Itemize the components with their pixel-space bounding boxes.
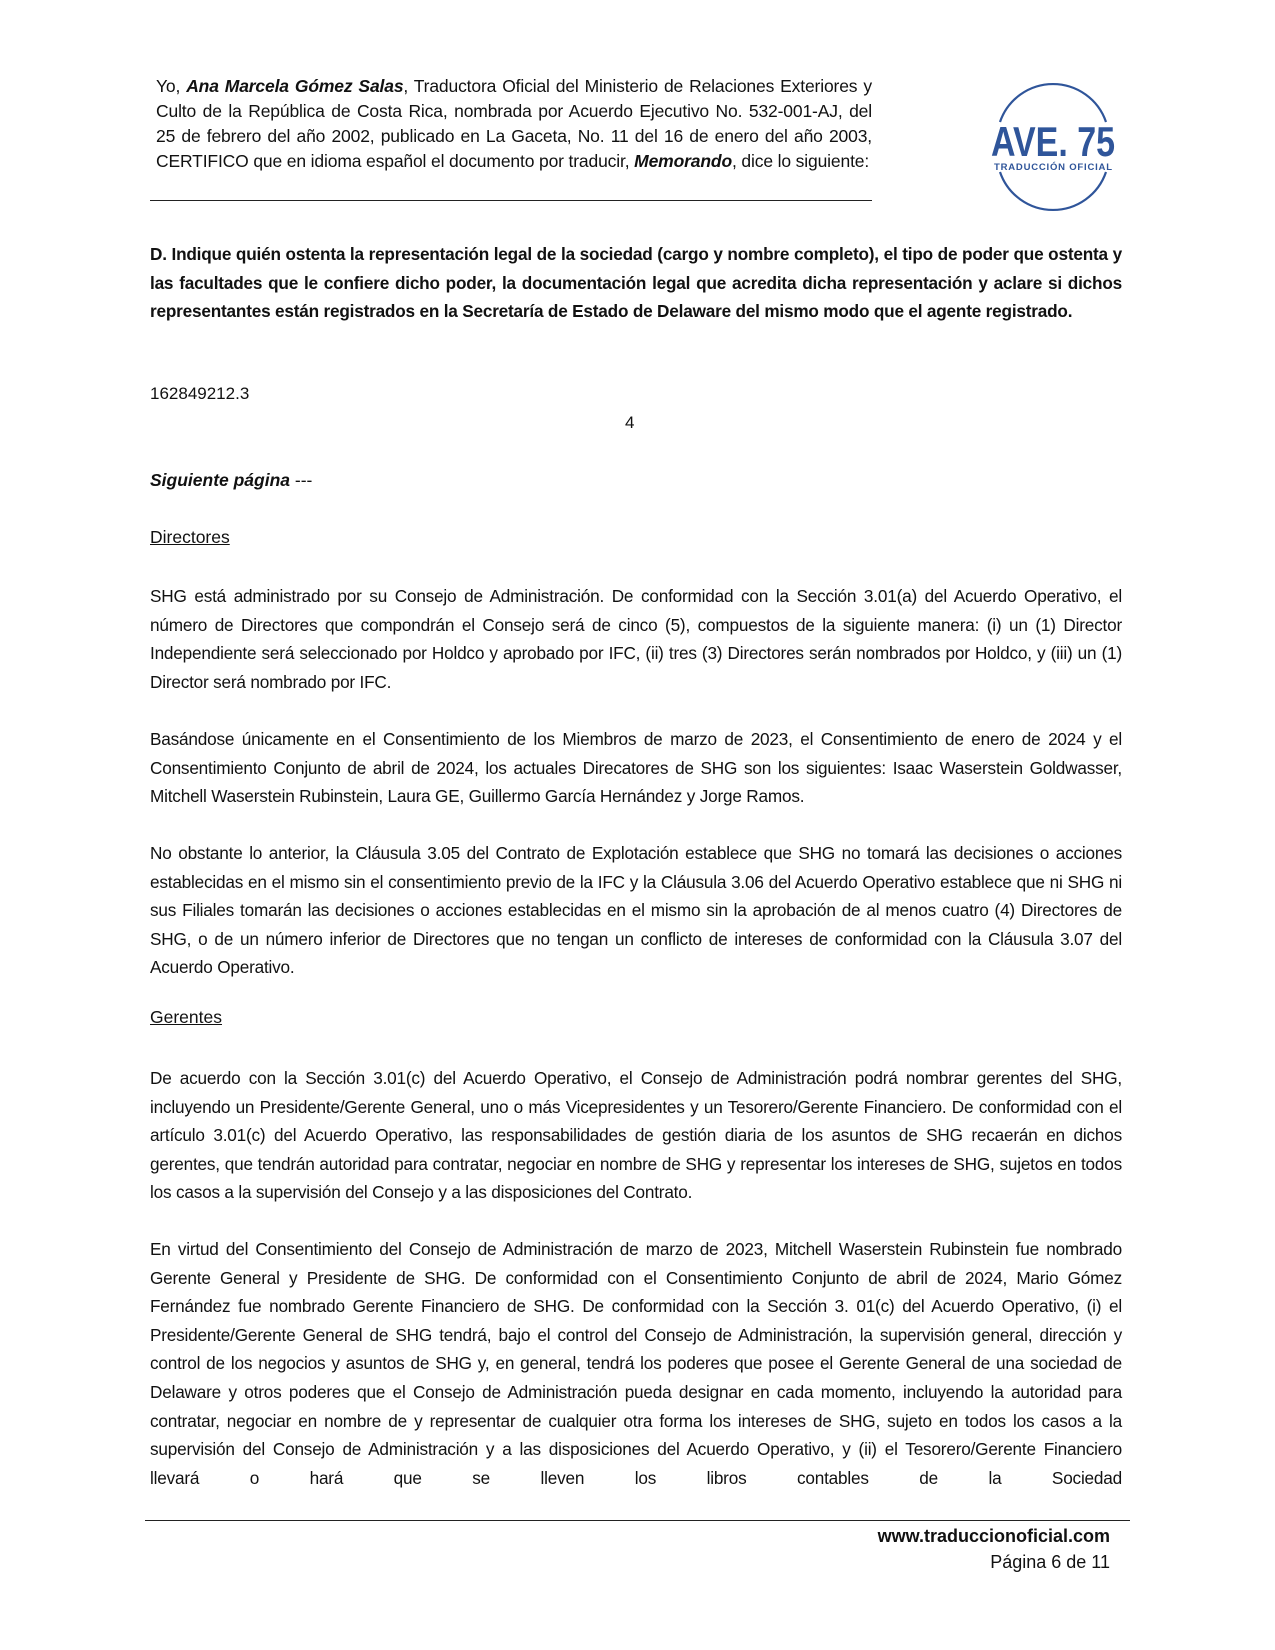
paragraph-director-approval: No obstante lo anterior, la Cláusula 3.05 del Contrato de Explotación establece que SHG no tomará las decisiones o acciones establecidas en el mismo sin el consentimiento previo de la IFC y la Cláusula 3.06 del Acuerdo Operativo establece que ni SHG ni sus Filiales tomarán las decisiones o acciones establecidas en el mismo sin la aprobación de al menos cuatro (4) Directores de SHG, o de un número inferior de Directores que no tengan un conflicto de intereses de conformidad con la Cláusula 3.07 del Acuerdo Operativo. xyxy=(150,843,1122,978)
next-page-dashes: --- xyxy=(290,470,313,490)
translator-name: Ana Marcela Gómez Salas xyxy=(186,76,404,96)
logo-arc-bottom xyxy=(1000,172,1106,210)
paragraph-current-directors: Basándose únicamente en el Consentimiento de los Miembros de marzo de 2023, el Consentimiento de enero de 2024 y el Consentimiento Conjunto de abril de 2024, los actuales Direcatores de SHG son los siguientes: Isaac Waserstein Goldwasser, Mitchell Waserstein Rubinstein, Laura GE, Guillermo García Hernández y Jorge Ramos. xyxy=(150,729,1122,807)
logo-arc-top xyxy=(1000,84,1106,122)
paragraph-managers-powers: En virtud del Consentimiento del Consejo de Administración de marzo de 2023, Mitchell Waserstein Rubinstein fue nombrado Gerente General y Presidente de SHG. De conformidad con el Consentimiento Conjunto de abril de 2024, Mario Gómez Fernández fue nombrado Gerente Financiero de SHG. De conformidad con la Sección 3. 01(c) del Acuerdo Operativo, (i) el Presidente/Gerente General de SHG tendrá, bajo el control del Consejo de Administración, la supervisión general, dirección y control de los negocios y asuntos de SHG y, en general, tendrá los poderes que posee el Gerente General de una sociedad de Delaware y otros poderes que el Consejo de Administración pueda designar en cada momento, incluyendo la autoridad para contratar, negociar en nombre de y representar de cualquier otra forma los intereses de SHG, sujeto en todos los casos a la supervisión del Consejo de Administración y a las disposiciones del Acuerdo Operativo, y (ii) el Tesorero/Gerente Financiero llevará o hará que se lleven los libros contables de la Sociedad xyxy=(150,1239,1122,1488)
question-heading: D. Indique quién ostenta la representación legal de la sociedad (cargo y nombre completo), el tipo de poder que ostenta y las facultades que le confiere dicho poder, la documentación legal que acredita dicha representación y aclare si dichos representantes están registrados en la Secretaría de Estado de Delaware del mismo modo que el agente registrado. xyxy=(150,244,1122,322)
certification-statement xyxy=(156,74,872,174)
logo-main-text: AVE. 75 xyxy=(991,118,1115,165)
paragraph-directors-composition: SHG está administrado por su Consejo de Administración. De conformidad con la Sección 3.01(a) del Acuerdo Operativo, el número de Directores que compondrán el Consejo será de cinco (5), compuestos de la siguiente manera: (i) un (1) Director Independiente será seleccionado por Holdco y aprobado por IFC, (ii) tres (3) Directores serán nombrados por Holdco, y (iii) un (1) Director será nombrado por IFC. xyxy=(150,586,1122,692)
cert-body: , Traductora Oficial del Ministerio de Relaciones Exteriores y Culto de la República de Costa Rica, nombrada por Acuerdo Ejecutivo No. 532-001-AJ, del 25 de febrero del año 2002, publicado en La Gaceta, No. 11 del 16 de enero del año 2003, CERTIFICO que en idioma español el documento por traducir, xyxy=(156,76,872,171)
document-number: 162849212.3 xyxy=(150,384,250,403)
section-heading-directors: Directores xyxy=(150,527,230,547)
footer-page-indicator: Página 6 de 11 xyxy=(990,1552,1110,1572)
document-type: Memorando xyxy=(634,151,732,171)
original-page-number: 4 xyxy=(625,413,635,432)
paragraph-managers-appointment: De acuerdo con la Sección 3.01(c) del Acuerdo Operativo, el Consejo de Administración podrá nombrar gerentes del SHG, incluyendo un Presidente/Gerente General, uno o más Vicepresidentes y un Tesorero/Gerente Financiero. De conformidad con el artículo 3.01(c) del Acuerdo Operativo, las responsabilidades de gestión diaria de los asuntos de SHG recaerán en dichos gerentes, que tendrán autoridad para contratar, negociar en nombre de SHG y representar los intereses de SHG, sujetos en todos los casos a la supervisión del Consejo y a las disposiciones del Contrato. xyxy=(150,1068,1122,1203)
logo-sub-text: TRADUCCIÓN OFICIAL xyxy=(994,162,1112,173)
section-heading-managers: Gerentes xyxy=(150,1007,222,1027)
cert-prefix: Yo, xyxy=(156,76,187,96)
next-page-label: Siguiente página xyxy=(150,470,291,490)
next-page-marker xyxy=(150,470,312,491)
company-logo xyxy=(978,86,1128,204)
footer-divider xyxy=(145,1520,1130,1521)
footer-website-link[interactable]: www.traduccionoficial.com xyxy=(877,1526,1110,1546)
cert-suffix: , dice lo siguiente: xyxy=(732,151,870,171)
header-divider xyxy=(150,200,872,201)
